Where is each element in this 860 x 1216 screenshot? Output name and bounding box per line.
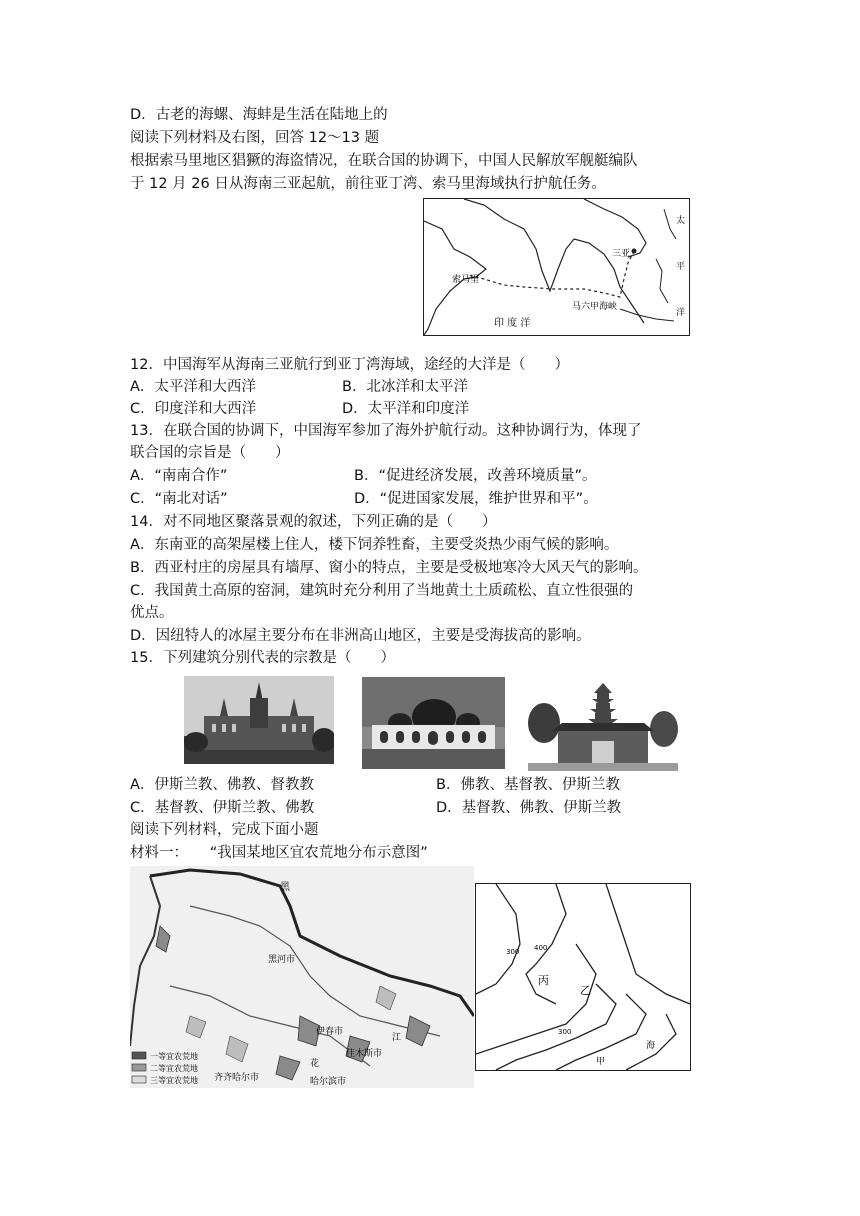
q14-option-b[interactable]: B．西亚村庄的房屋具有墙厚、窗小的特点，主要是受极地寒冷大风天气的影响。: [130, 560, 648, 576]
label-pacific-3: 洋: [676, 308, 686, 318]
q15-stem: 15．下列建筑分别代表的宗教是（ ）: [130, 650, 395, 666]
q14-stem: 14．对不同地区聚落景观的叙述，下列正确的是（ ）: [130, 514, 497, 530]
q13-stem-1: 13．在联合国的协调下，中国海军参加了海外护航行动。这种协调行为，体现了: [130, 423, 642, 439]
q14-option-c-1[interactable]: C．我国黄土高原的窑洞，建筑时充分利用了当地黄土土质疏松、直立性很强的: [130, 583, 634, 599]
q14-option-d[interactable]: D．因纽特人的冰屋主要分布在非洲高山地区，主要是受海拔高的影响。: [130, 628, 591, 644]
escort-route-map: [423, 198, 690, 336]
church-photo: [184, 676, 334, 764]
farmland-map-svg: [130, 866, 474, 1088]
material-text-1: 根据索马里地区猖獗的海盗情况，在联合国的协调下，中国人民解放军舰艇编队: [130, 153, 638, 169]
label-sea: 海: [646, 1041, 656, 1051]
legend-3: 三等宜农荒地: [150, 1076, 198, 1085]
label-river-hei: 黑: [280, 882, 290, 893]
legend-2: 二等宜农荒地: [150, 1064, 198, 1073]
q14-option-c-2: 优点。: [130, 605, 174, 621]
church-svg: [184, 676, 334, 764]
contour-map: [475, 883, 691, 1071]
label-harbin: 哈尔滨市: [310, 1077, 347, 1087]
q13-stem-2: 联合国的宗旨是（ ）: [130, 445, 290, 461]
label-jiamusi: 佳木斯市: [346, 1049, 383, 1059]
label-river-jiang: 江: [392, 1033, 402, 1043]
label-bing: 丙: [538, 974, 549, 987]
q12-stem: 12．中国海军从海南三亚航行到亚丁湾海域，途经的大洋是（ ）: [130, 357, 569, 373]
legend-1: 一等宜农荒地: [150, 1052, 198, 1061]
q13-option-b[interactable]: B．“促进经济发展，改善环境质量”。: [354, 468, 597, 484]
contour-300b: 300: [558, 1028, 572, 1036]
material-one-title: 材料一： “我国某地区宜农荒地分布示意图”: [130, 845, 428, 861]
q12-option-c[interactable]: C．印度洋和大西洋: [130, 401, 257, 417]
q15-option-a[interactable]: A．伊斯兰教、佛教、督教教: [130, 777, 314, 793]
label-jia: 甲: [596, 1057, 606, 1067]
label-river-hua: 花: [310, 1059, 320, 1069]
q15-option-d[interactable]: D．基督教、佛教、伊斯兰教: [436, 800, 622, 816]
label-malacca: 马六甲海峡: [572, 302, 618, 312]
mosque-photo: [362, 677, 505, 769]
material-intro: 阅读下列材料，完成下面小题: [130, 822, 319, 838]
escort-route-map-svg: [424, 199, 689, 335]
map-legend: [132, 1051, 198, 1085]
q13-option-a[interactable]: A．“南南合作”: [130, 468, 228, 484]
temple-photo: [528, 679, 678, 771]
label-indian-ocean: 印 度 洋: [494, 318, 531, 329]
label-yichun: 伊春市: [316, 1027, 344, 1037]
q12-option-b[interactable]: B．北冰洋和太平洋: [342, 379, 468, 395]
material-text-2: 于 12 月 26 日从海南三亚起航，前往亚丁湾、索马里海域执行护航任务。: [130, 176, 606, 192]
label-pacific-1: 太: [676, 216, 686, 226]
label-qiqihar: 齐齐哈尔市: [214, 1073, 260, 1083]
q13-option-d[interactable]: D．“促进国家发展，维护世界和平”。: [354, 491, 598, 507]
label-pacific-2: 平: [676, 262, 686, 272]
contour-400: 400: [534, 944, 548, 952]
mosque-svg: [362, 677, 505, 769]
q14-option-a[interactable]: A．东南亚的高架屋楼上住人，楼下饲养牲畜，主要受炎热少雨气候的影响。: [130, 537, 619, 553]
q12-option-a[interactable]: A．太平洋和大西洋: [130, 379, 256, 395]
label-yi: 乙: [580, 984, 591, 997]
label-sanya: 三亚: [612, 249, 631, 259]
line-d-option: D．古老的海螺、海蚌是生活在陆地上的: [130, 107, 388, 123]
label-heihe: 黑河市: [268, 955, 296, 965]
label-somalia: 索马里: [452, 275, 480, 285]
q15-option-b[interactable]: B．佛教、基督教、伊斯兰教: [436, 777, 620, 793]
q15-option-c[interactable]: C．基督教、伊斯兰教、佛教: [130, 800, 315, 816]
reading-instruction: 阅读下列材料及右图，回答 12～13 题: [130, 130, 380, 146]
sanya-marker: [632, 249, 637, 254]
farmland-map: [130, 866, 474, 1088]
contour-300a: 300: [506, 948, 520, 956]
q13-option-c[interactable]: C．“南北对话”: [130, 491, 228, 507]
temple-svg: [528, 679, 678, 771]
contour-map-svg: [476, 884, 690, 1070]
q12-option-d[interactable]: D．太平洋和印度洋: [342, 401, 470, 417]
